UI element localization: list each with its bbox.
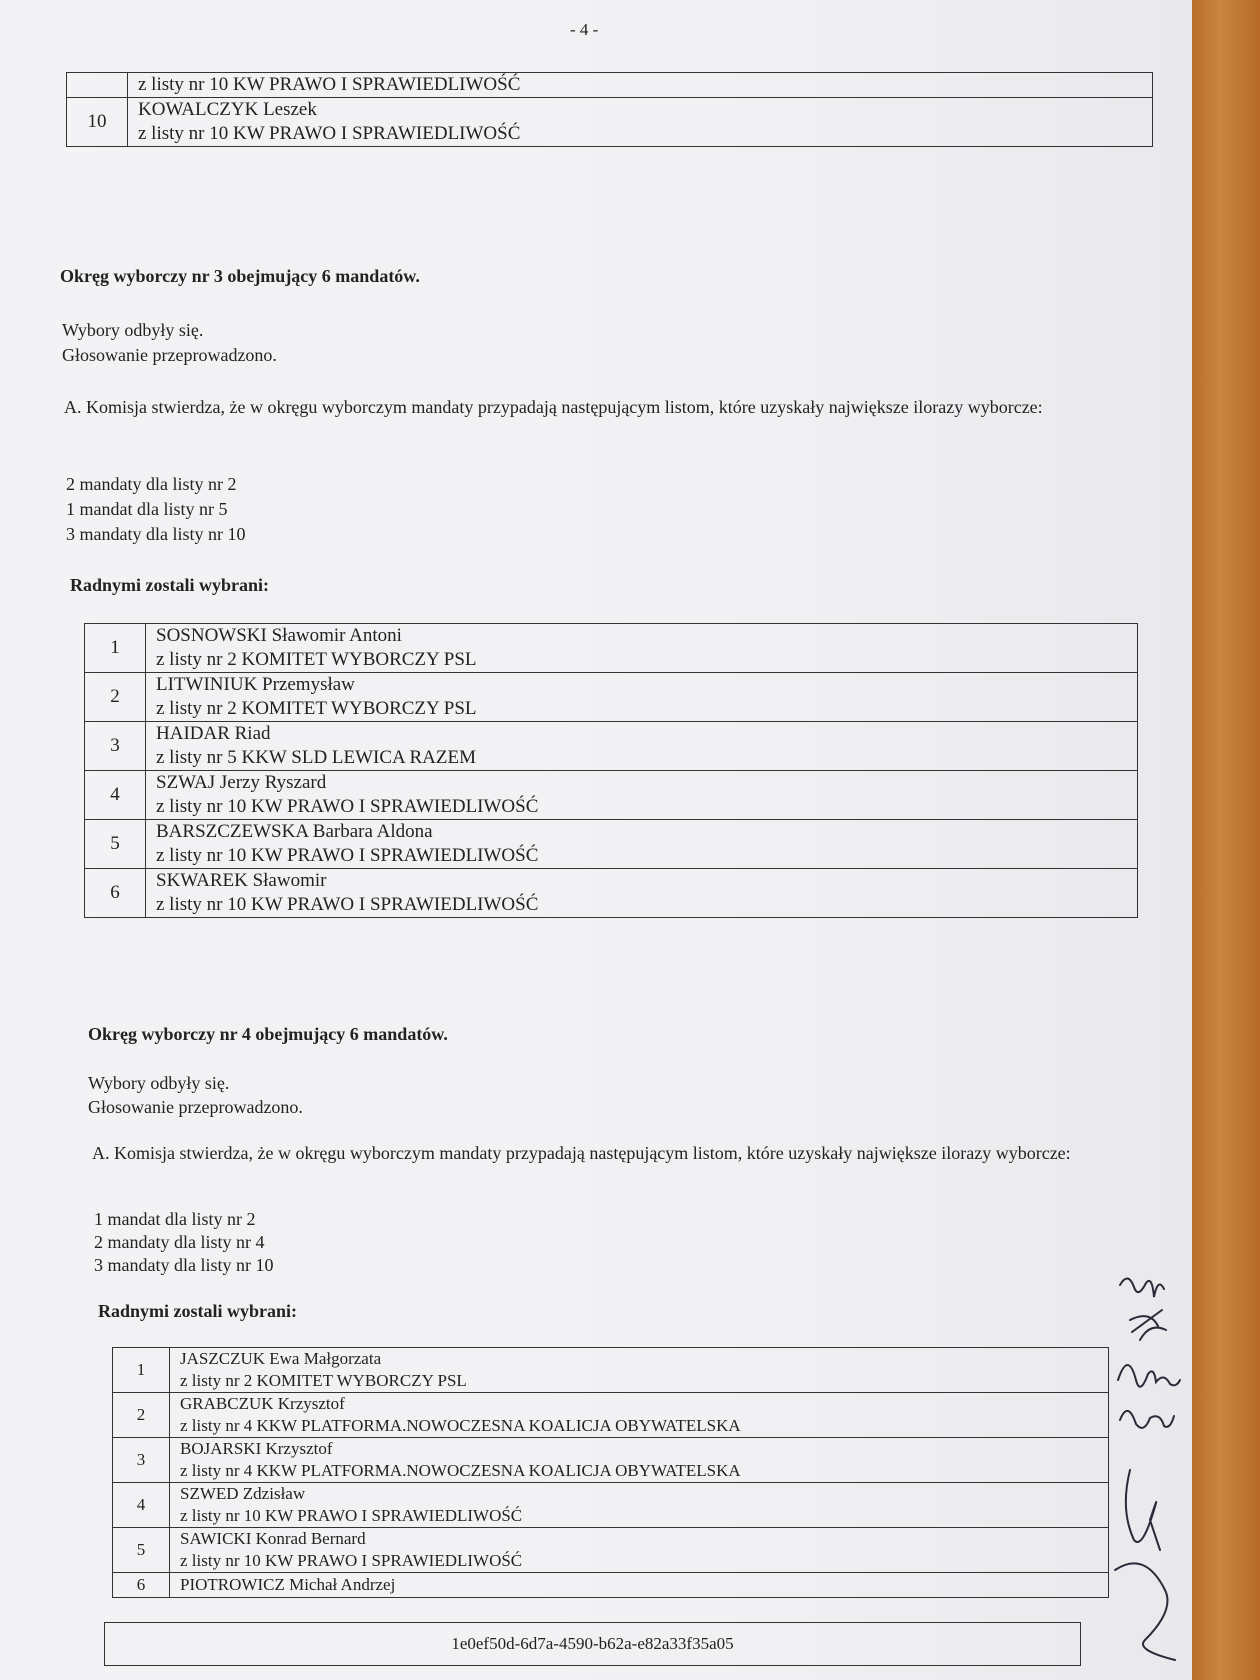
- candidate-list: z listy nr 2 KOMITET WYBORCZY PSL: [180, 1371, 467, 1390]
- candidate-name: SAWICKI Konrad Bernard: [180, 1529, 366, 1548]
- candidate-name: GRABCZUK Krzysztof: [180, 1394, 345, 1413]
- table-row: [113, 1393, 1109, 1438]
- district-3-mandates: [66, 472, 245, 547]
- row-number: 10: [67, 98, 128, 147]
- mandate-line: 1 mandat dla listy nr 5: [66, 499, 228, 519]
- document-id-box: 1e0ef50d-6d7a-4590-b62a-e82a33f35a05: [104, 1622, 1081, 1666]
- row-number: 2: [85, 673, 146, 722]
- table-row: [85, 673, 1138, 722]
- row-number: 4: [85, 771, 146, 820]
- row-candidate: [146, 673, 1138, 722]
- row-number: 1: [113, 1348, 170, 1393]
- table-row: [85, 624, 1138, 673]
- table-row: [67, 98, 1153, 147]
- candidate-name: SZWED Zdzisław: [180, 1484, 306, 1503]
- candidate-list: z listy nr 2 KOMITET WYBORCZY PSL: [156, 649, 477, 670]
- table-row: [113, 1348, 1109, 1393]
- row-number: 6: [113, 1573, 170, 1598]
- candidate-name: PIOTROWICZ Michał Andrzej: [180, 1575, 396, 1594]
- mandate-line: 2 mandaty dla listy nr 4: [94, 1232, 265, 1252]
- candidate-name: SZWAJ Jerzy Ryszard: [156, 772, 327, 793]
- district-3-status: [62, 318, 277, 368]
- mandate-line: 2 mandaty dla listy nr 2: [66, 474, 237, 494]
- row-number: 2: [113, 1393, 170, 1438]
- candidate-list: z listy nr 10 KW PRAWO I SPRAWIEDLIWOŚĆ: [180, 1551, 523, 1570]
- district-3-elected-label: Radnymi zostali wybrani:: [70, 575, 270, 595]
- district-4-statement: A. Komisja stwierdza, że w okręgu wyborczym mandaty przypadają następującym listom, które uzyskały największe ilorazy wyborcze:: [92, 1143, 1071, 1163]
- district-3-elected-table: [84, 623, 1138, 918]
- row-number: 5: [85, 820, 146, 869]
- district-3-heading: Okręg wyborczy nr 3 obejmujący 6 mandatów.: [60, 266, 420, 286]
- table-row: [113, 1528, 1109, 1573]
- candidate-list: z listy nr 10 KW PRAWO I SPRAWIEDLIWOŚĆ: [156, 796, 539, 817]
- candidate-list: z listy nr 5 KKW SLD LEWICA RAZEM: [156, 747, 476, 768]
- candidate-list: z listy nr 10 KW PRAWO I SPRAWIEDLIWOŚĆ: [138, 123, 521, 144]
- status-voting: Głosowanie przeprowadzono.: [62, 345, 277, 365]
- district-3-statement: A. Komisja stwierdza, że w okręgu wyborczym mandaty przypadają następującym listom, które uzyskały największe ilorazy wyborcze:: [64, 397, 1043, 417]
- row-candidate: [128, 98, 1153, 147]
- district-4-elected-table: [112, 1347, 1109, 1598]
- row-number: 3: [113, 1438, 170, 1483]
- table-row: [85, 722, 1138, 771]
- candidate-name: BARSZCZEWSKA Barbara Aldona: [156, 821, 433, 842]
- row-candidate: [146, 722, 1138, 771]
- candidate-name: SOSNOWSKI Sławomir Antoni: [156, 625, 402, 646]
- row-candidate: [170, 1393, 1109, 1438]
- row-number: 3: [85, 722, 146, 771]
- continued-results-table: [66, 72, 1153, 147]
- row-candidate: [146, 771, 1138, 820]
- district-4-status: [88, 1071, 303, 1119]
- row-candidate: [170, 1528, 1109, 1573]
- mandate-line: 3 mandaty dla listy nr 10: [94, 1255, 274, 1275]
- candidate-name: LITWINIUK Przemysław: [156, 674, 355, 695]
- candidate-list: z listy nr 4 KKW PLATFORMA.NOWOCZESNA KOALICJA OBYWATELSKA: [180, 1416, 741, 1435]
- table-row: [85, 869, 1138, 918]
- mandate-line: 1 mandat dla listy nr 2: [94, 1209, 256, 1229]
- table-row: [67, 73, 1153, 98]
- row-number: 5: [113, 1528, 170, 1573]
- row-candidate: [170, 1573, 1109, 1598]
- candidate-name: BOJARSKI Krzysztof: [180, 1439, 333, 1458]
- candidate-list: z listy nr 2 KOMITET WYBORCZY PSL: [156, 698, 477, 719]
- row-candidate: [170, 1438, 1109, 1483]
- candidate-name: SKWAREK Sławomir: [156, 870, 327, 891]
- status-elections: Wybory odbyły się.: [88, 1073, 230, 1093]
- row-candidate: [146, 869, 1138, 918]
- page-number: - 4 -: [570, 20, 599, 39]
- table-row: [113, 1483, 1109, 1528]
- district-4-heading: Okręg wyborczy nr 4 obejmujący 6 mandatów.: [88, 1024, 448, 1044]
- status-elections: Wybory odbyły się.: [62, 320, 204, 340]
- candidate-list: z listy nr 10 KW PRAWO I SPRAWIEDLIWOŚĆ: [180, 1506, 523, 1525]
- table-row: [113, 1438, 1109, 1483]
- district-4-mandates: [94, 1208, 273, 1277]
- candidate-list: z listy nr 10 KW PRAWO I SPRAWIEDLIWOŚĆ: [156, 845, 539, 866]
- row-candidate: [146, 624, 1138, 673]
- row-number: [67, 73, 128, 98]
- mandate-line: 3 mandaty dla listy nr 10: [66, 524, 246, 544]
- candidate-name: KOWALCZYK Leszek: [138, 99, 317, 120]
- row-number: 6: [85, 869, 146, 918]
- candidate-list: z listy nr 10 KW PRAWO I SPRAWIEDLIWOŚĆ: [156, 894, 539, 915]
- row-candidate: [170, 1483, 1109, 1528]
- row-candidate: [146, 820, 1138, 869]
- table-row: [85, 771, 1138, 820]
- handwritten-signatures: [1100, 1270, 1195, 1670]
- row-list: z listy nr 10 KW PRAWO I SPRAWIEDLIWOŚĆ: [128, 73, 1153, 98]
- candidate-name: HAIDAR Riad: [156, 723, 271, 744]
- row-candidate: [170, 1348, 1109, 1393]
- row-number: 4: [113, 1483, 170, 1528]
- status-voting: Głosowanie przeprowadzono.: [88, 1097, 303, 1117]
- table-row: [85, 820, 1138, 869]
- candidate-list: z listy nr 4 KKW PLATFORMA.NOWOCZESNA KOALICJA OBYWATELSKA: [180, 1461, 741, 1480]
- table-row: [113, 1573, 1109, 1598]
- candidate-name: JASZCZUK Ewa Małgorzata: [180, 1349, 382, 1368]
- desk-background: [1192, 0, 1260, 1680]
- district-4-elected-label: Radnymi zostali wybrani:: [98, 1301, 298, 1321]
- row-number: 1: [85, 624, 146, 673]
